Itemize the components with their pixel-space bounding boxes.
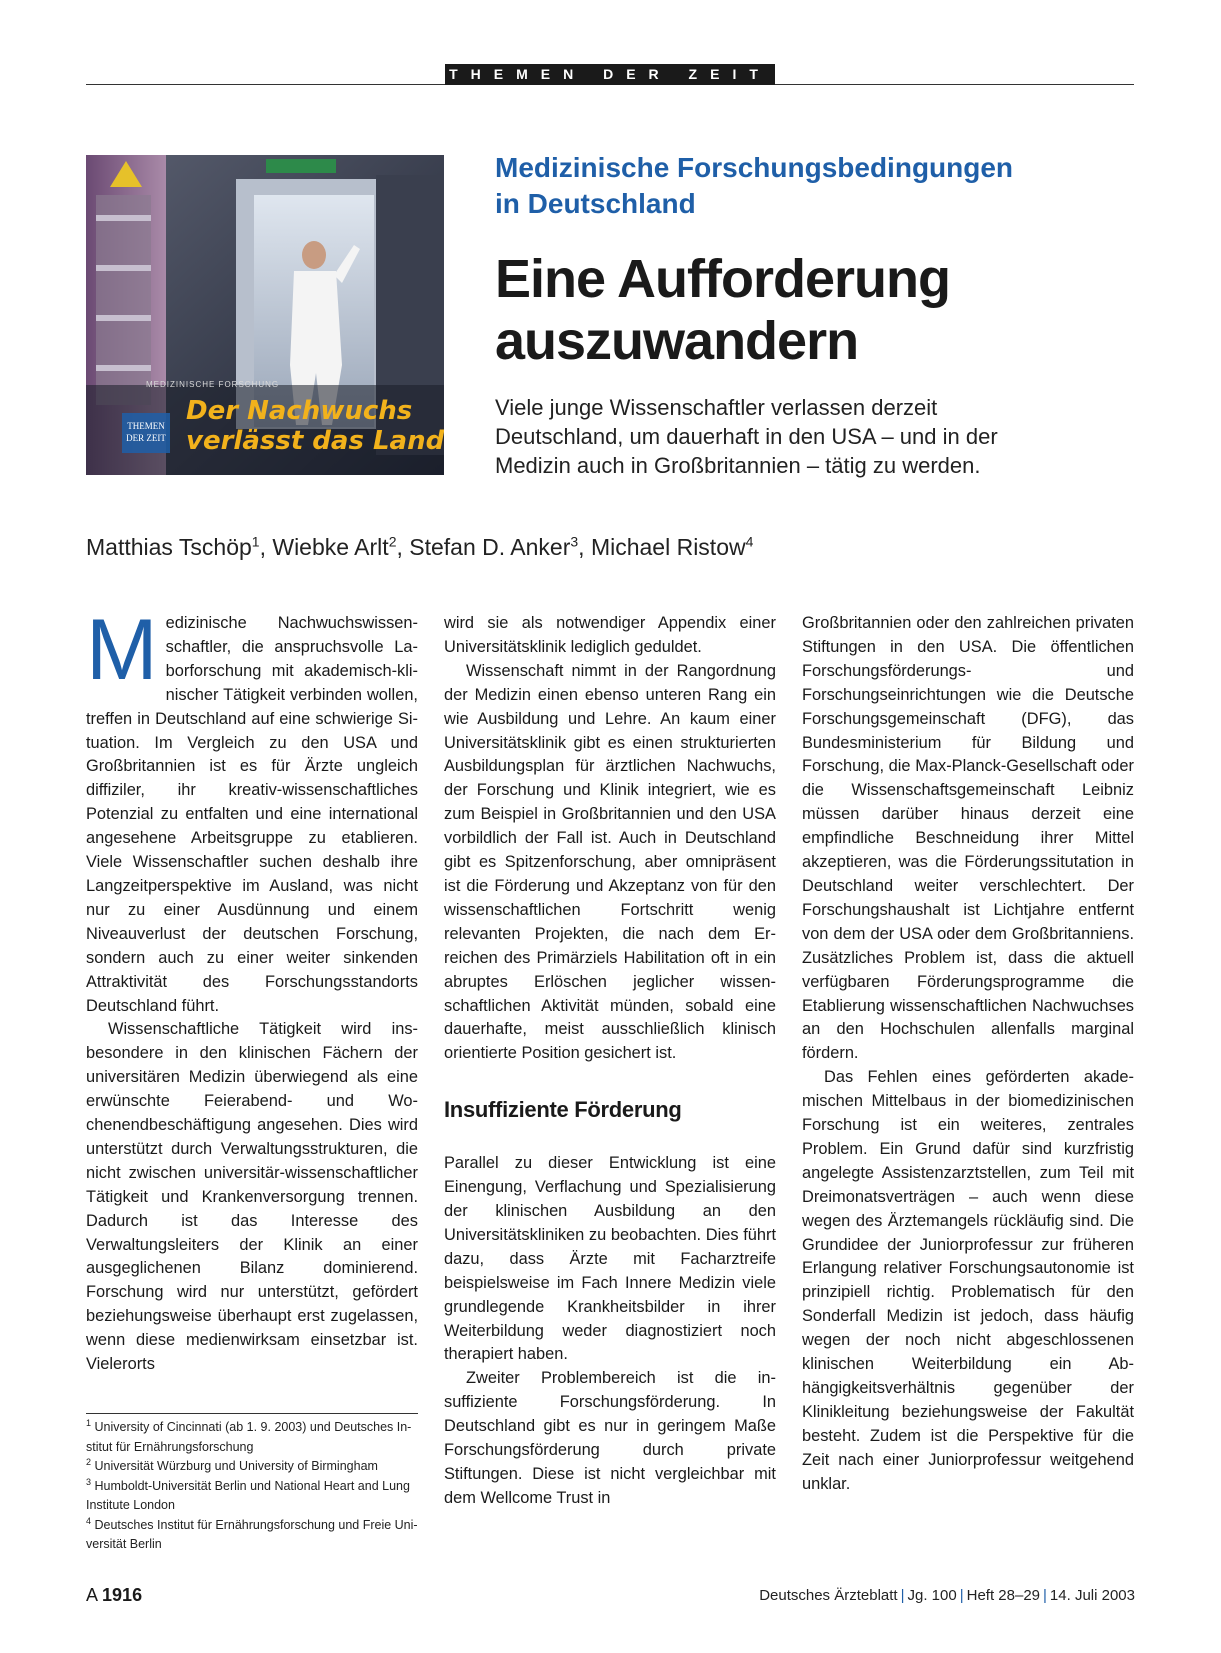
page-prefix: A	[86, 1585, 98, 1605]
journal-issue: Heft 28–29	[966, 1587, 1041, 1604]
author-name: Wiebke Arlt	[272, 534, 389, 560]
journal-volume: Jg. 100	[907, 1587, 957, 1604]
author-name: Michael Ristow	[590, 534, 746, 560]
lead-line2: Deutschland, um dauerhaft in den USA – und in der	[495, 424, 998, 449]
footnotes	[86, 1418, 418, 1555]
subheading: Insuffiziente Förderung	[444, 1097, 682, 1123]
author-name: Stefan D. Anker	[409, 534, 571, 560]
footnote-ref: 2	[86, 1456, 92, 1467]
author-ref: 1	[251, 533, 260, 550]
footnote	[86, 1516, 418, 1555]
footnote	[86, 1457, 418, 1477]
lead-line3: Medizin auch in Großbritannien – tätig zu werden.	[495, 453, 981, 478]
headline	[495, 248, 1135, 372]
body-paragraph	[86, 602, 418, 1018]
body-paragraph: Zweiter Problembereich ist die insuffiziente Forschungsförderung. In Deutschland gibt es nur in geringem Maße Forschungsförderung durch private Stiftungen. Diese ist nicht vergleichbar mit dem Wellcome Trust in	[444, 1369, 776, 1507]
headline-line2: auszuwandern	[495, 311, 859, 371]
dropcap: M	[86, 602, 158, 698]
journal-date: 14. Juli 2003	[1049, 1587, 1135, 1604]
hero-image	[86, 155, 444, 475]
body-paragraph: Parallel zu dieser Entwicklung ist eine Einengung, Verflachung und Spezialisierung der klinischen Ausbildung an den Universitätskliniken zu beobachten. Dies führt dazu, dass Ärzte mit Facharztreife beispielsweise im Fach Innere Medizin viele grundlegende Krankheitsbilder in ihrer Weiterbildung weder diagnostiziert noch therapiert haben.	[444, 1154, 776, 1364]
footnote	[86, 1477, 418, 1516]
column-2	[444, 612, 776, 1511]
body-paragraph: Großbritannien oder den zahlreichen privaten Stiftungen in den USA. Die öffentlichen Forschungsförderungs- und Forschungseinrichtungen wie die Deutsche Forschungsgemeinschaft (DFG), das Bundesministerium für Bildung und Forschung, die Max-Planck-Gesellschaft oder die Wissenschaftsgemeinschaft Leibniz müssen darüber hinaus derzeit eine empfindliche Beschneidung ihrer Mittel akzeptieren, was die Förderungssitutation in Deutschland weiter verschlechtert. Der Forschungshaushalt ist Lichtjahre entfernt von dem der USA oder dem Großbritanniens. Zusätzliches Problem ist, dass die aktuell verfügbaren Förderungsprogramme die Etablierung wissenschaftlichen Nachwuchses an den Hochschulen allenfalls marginal fördern.	[802, 614, 1134, 1063]
author-ref: 2	[388, 533, 397, 550]
paragraph-text: edizinische Nachwuchswissenschaftler, die anspruchsvolle Laborforschung mit akademisch-klinischer Tätigkeit verbinden wollen, treffen in Deutschland auf eine schwierige Situation. Im Vergleich zu den USA und Großbritannien ist es für Ärzte ungleich diffiziler, ihr kreativ-wissenschaftliches Potenzial zu entfalten und eine international angesehene Arbeitsgruppe zu etablieren. Viele Wissenschaftler suchen deshalb ihre Langzeitperspektive im Ausland, was nicht nur zu einer Ausdünnung und einem Niveauverlust der deutschen Forschung, sondern auch zu einer weiter sinkenden Attraktivität des Forschungsstandorts Deutschland führt.	[86, 614, 418, 1015]
lead-line1: Viele junge Wissenschaftler verlassen derzeit	[495, 395, 938, 420]
footnote-text: University of Cincinnati (ab 1. 9. 2003) und Deutsches Institut für Ernährungsforschung	[86, 1420, 412, 1454]
author-ref: 4	[745, 533, 754, 550]
body-paragraph: Das Fehlen eines geförderten akademischen Mittelbaus in der biomedizinischen Forschung ist ein weiteres, zentrales Problem. Ein Grund dafür sind kurzfristig angelegte Assistenzarztstellen, zum Teil mit Dreimonatsverträgen – auch wenn diese wegen des Ärztemangels rückläufig sind. Die Grundidee der Juniorprofessur zur früheren Erlangung relativer Forschungsautonomie ist prinzipiell richtig. Problematisch für den Sonderfall Medizin ist jedoch, dass häufig wegen der noch nicht abgeschlossenen klinischen Weiterbildung ein Abhängigkeitsverhältnis gegenüber der Klinikleitung beziehungsweise der Fakultät besteht. Zudem ist die Perspektive für die Zeit nach einer Juniorprofessur weitgehend unklar.	[802, 1068, 1134, 1493]
authors-line: Matthias Tschöp$^1$, Wiebke Arlt$^2$, Stefan D. Anker$^3$, Michael Ristow$^4$	[86, 533, 754, 560]
footnote	[86, 1418, 418, 1457]
footnote-text: Humboldt-Universität Berlin und National Heart and Lung Institute London	[86, 1478, 410, 1512]
journal-name: Deutsches Ärzteblatt	[759, 1587, 898, 1604]
journal-info: Deutsches Ärzteblatt | Jg. 100 | Heft 28–29 | 14. Juli 2003	[759, 1587, 1135, 1604]
author-name: Matthias Tschöp	[86, 534, 252, 560]
body-paragraph: Wissenschaft nimmt in der Rangordnung der Medizin einen ebenso unteren Rang ein wie Ausbildung und Lehre. An kaum einer Universitätsklinik gibt es einen strukturierten Ausbildungsplan für ärztlichen Nachwuchs, der Forschung und Klinik integriert, wie es zum Beispiel in Großbritannien und den USA vorbildlich der Fall ist. Auch in Deutschland gibt es Spitzenforschung, aber omnipräsent ist die Förderung und Akzeptanz von für den wissenschaftlichen Fortschritt wenig relevanten Projekten, die nach dem Erreichen des Primärziels Habilitation oft in ein abruptes Erlöschen jeglicher wissenschaftlichen Aktivität münden, sobald eine dauerhafte, meist ausschließlich klinisch orientierte Position gesichert ist.	[444, 661, 776, 1063]
image-badge-line2: DER ZEIT	[126, 433, 166, 443]
kicker-line1: Medizinische Forschungsbedingungen	[495, 152, 1014, 183]
kicker	[495, 150, 1115, 222]
image-caption-line2: verlässt das Land	[186, 426, 444, 456]
image-caption-line1: Der Nachwuchs	[186, 396, 413, 426]
section-label: THEMEN DER ZEIT	[445, 64, 775, 85]
headline-line1: Eine Aufforderung	[495, 249, 950, 309]
footnote-text: Deutsches Institut für Ernährungsforschung und Freie Universität Berlin	[86, 1517, 418, 1551]
body-paragraph: Wissenschaftliche Tätigkeit wird insbesondere in den klinischen Fächern der universitären Medizin überwiegend als eine erwünschte Feierabend- und Wochenendbeschäftigung angesehen. Dies wird unterstützt durch Verwaltungsstrukturen, die nicht zwischen universitär-wissenschaftlicher Tätigkeit und Krankenversorgung trennen. Dadurch ist das Interesse des Verwaltungsleiters der Klinik an einer ausgeglichenen Bilanz dominierend. Forschung wird nur unterstützt, gefördert beziehungsweise überhaupt erst zugelassen, wenn diese medienwirksam einsetzbar ist. Vielerorts	[86, 1020, 418, 1374]
footnote-ref: 3	[86, 1476, 92, 1487]
image-overline: MEDIZINISCHE FORSCHUNG	[146, 380, 280, 389]
footnote-ref: 4	[86, 1515, 92, 1526]
body-paragraph: wird sie als notwendiger Appendix einer Universitätsklinik lediglich geduldet.	[444, 614, 776, 656]
footnote-text: Universität Würzburg und University of Birmingham	[94, 1459, 378, 1473]
column-3	[802, 612, 1134, 1497]
page-number	[86, 1585, 142, 1606]
footnote-ref: 1	[86, 1417, 92, 1428]
lead-paragraph	[495, 393, 1135, 480]
author-ref: 3	[570, 533, 579, 550]
column-1	[86, 602, 418, 1377]
page-number-value: 1916	[102, 1585, 143, 1605]
image-badge-line1: THEMEN	[127, 421, 165, 431]
kicker-line2: in Deutschland	[495, 188, 696, 219]
footnote-rule	[86, 1413, 418, 1414]
